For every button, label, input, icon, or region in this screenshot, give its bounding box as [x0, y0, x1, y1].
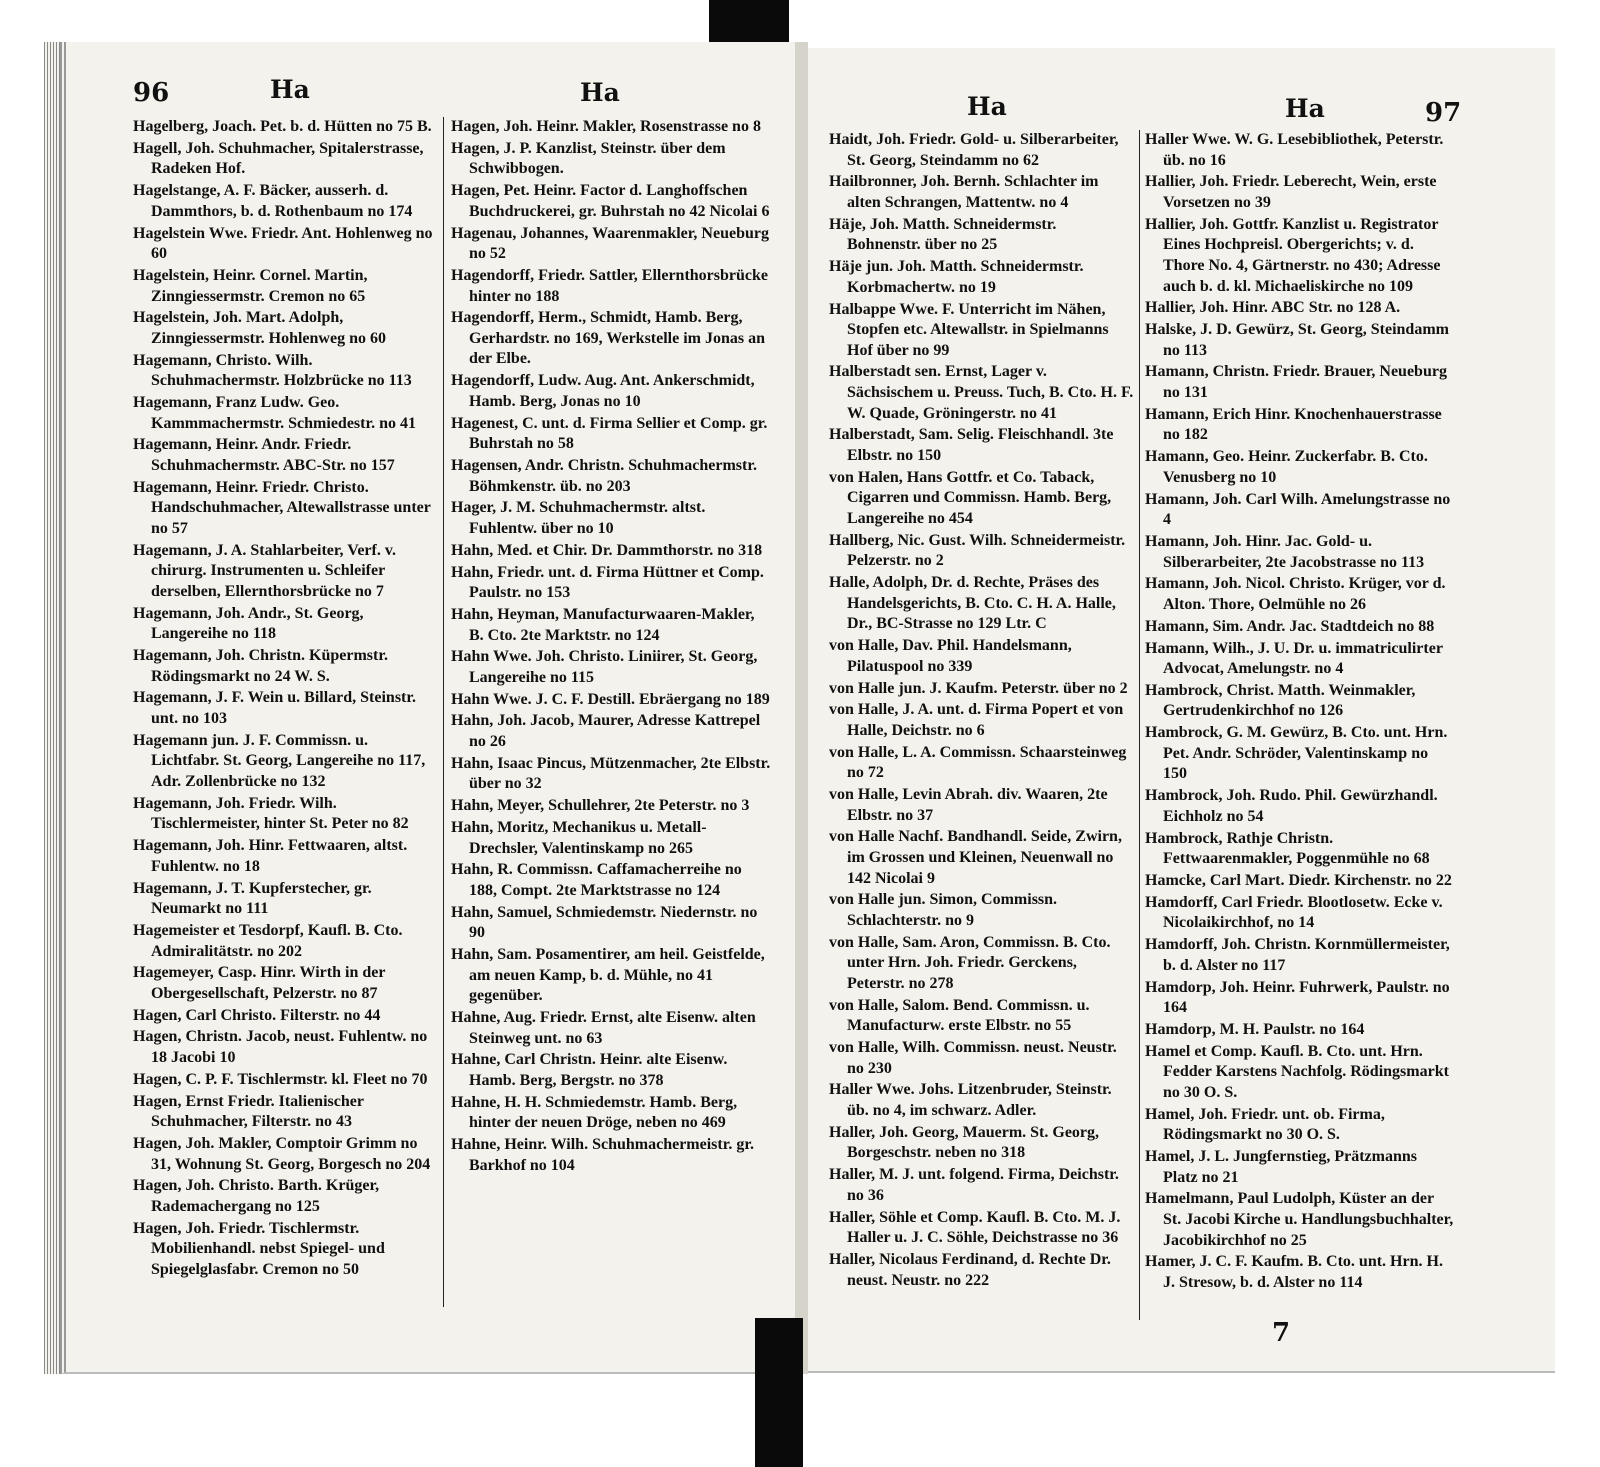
directory-entry: Hamann, Wilh., J. U. Dr. u. immatriculirter Advocat, Amelungstr. no 4 [1145, 639, 1443, 678]
directory-entry: Hagelstein Wwe. Friedr. Ant. Hohlenweg no 60 [133, 224, 433, 263]
directory-entry: Hahne, Heinr. Wilh. Schuhmachermeistr. gr. Barkhof no 104 [451, 1136, 754, 1174]
directory-entry: Hagen, Pet. Heinr. Factor d. Langhoffschen Buchdruckerei, gr. Buhrstah no 42 Nicolai 6 [451, 182, 770, 220]
directory-entry: Hamelmann, Paul Ludolph, Küster an der St. Jacobi Kirche u. Handlungsbuchhalter, Jacobikirchhof no 25 [1145, 1190, 1454, 1249]
column-rule-right-page [1139, 130, 1140, 1320]
directory-entry: Hamdorff, Joh. Christn. Kornmüllermeister, b. d. Alster no 117 [1145, 936, 1450, 974]
directory-entry: Hager, J. M. Schuhmachermstr. altst. Fuhlentw. über no 10 [451, 499, 706, 537]
directory-entry: Hamann, Joh. Carl Wilh. Amelungstrasse no 4 [1145, 490, 1451, 529]
directory-entry: Hahn, Samuel, Schmiedemstr. Niedernstr. no 90 [451, 903, 758, 942]
directory-entry: Hahne, H. H. Schmiedemstr. Hamb. Berg, hinter der neuen Dröge, neben no 469 [451, 1093, 738, 1132]
directory-entry: Halske, J. D. Gewürz, St. Georg, Steindamm no 113 [1145, 321, 1449, 359]
directory-entry: von Halen, Hans Gottfr. et Co. Taback, Cigarren und Commissn. Hamb. Berg, Langereihe no 454 [829, 468, 1112, 527]
directory-entry: Häje, Joh. Matth. Schneidermstr. Bohnenstr. über no 25 [829, 215, 1057, 254]
directory-entry: von Halle jun. J. Kaufm. Peterstr. über no 2 [829, 679, 1128, 697]
directory-entry: Hagell, Joh. Schuhmacher, Spitalerstrasse, Radeken Hof. [133, 139, 424, 178]
directory-entry: Hagen, Joh. Christo. Barth. Krüger, Rademachergang no 125 [133, 1177, 380, 1215]
directory-entry: Haller, M. J. unt. folgend. Firma, Deichstr. no 36 [829, 1166, 1119, 1204]
directory-entry: Hamann, Joh. Hinr. Jac. Gold- u. Silberarbeiter, 2te Jacobstrasse no 113 [1145, 532, 1425, 571]
directory-entry: Hagemeyer, Casp. Hinr. Wirth in der Obergesellschaft, Pelzerstr. no 87 [133, 964, 386, 1002]
directory-entry: Hallier, Joh. Friedr. Leberecht, Wein, erste Vorsetzen no 39 [1145, 173, 1437, 211]
directory-entry: von Halle, J. A. unt. d. Firma Popert et von Halle, Deichstr. no 6 [829, 701, 1124, 739]
directory-entry: Hagenest, C. unt. d. Firma Sellier et Comp. gr. Buhrstah no 58 [451, 414, 768, 453]
directory-entry: Hahn, Heyman, Manufacturwaaren-Makler, B. Cto. 2te Marktstr. no 124 [451, 605, 755, 644]
directory-entry: Häje jun. Joh. Matth. Schneidermstr. Korbmachertw. no 19 [829, 258, 1084, 296]
directory-entry: Halberstadt, Sam. Selig. Fleischhandl. 3te Elbstr. no 150 [829, 426, 1114, 465]
directory-entry: Hallberg, Nic. Gust. Wilh. Schneidermeistr. Pelzerstr. no 2 [829, 531, 1126, 570]
directory-entry: Hagelberg, Joach. Pet. b. d. Hütten no 75 B. [133, 118, 432, 135]
directory-entry: Haller, Nicolaus Ferdinand, d. Rechte Dr. neust. Neustr. no 222 [829, 1250, 1111, 1289]
directory-entry: Hahn, Isaac Pincus, Mützenmacher, 2te Elbstr. über no 32 [451, 754, 771, 793]
directory-entry: Hagemann, Joh. Friedr. Wilh. Tischlermeister, hinter St. Peter no 82 [133, 794, 409, 833]
directory-entry: Hagemann, Heinr. Friedr. Christo. Handschuhmacher, Altewallstrasse unter no 57 [133, 478, 431, 537]
directory-entry: Hagemeister et Tesdorpf, Kaufl. B. Cto. Admiralitätstr. no 202 [133, 921, 403, 960]
directory-entry: Hagendorff, Ludw. Aug. Ant. Ankerschmidt, Hamb. Berg, Jonas no 10 [451, 372, 755, 410]
directory-entry: Hahn, Moritz, Mechanikus u. Metall-Drechsler, Valentinskamp no 265 [451, 818, 707, 857]
directory-entry: Hallier, Joh. Hinr. ABC Str. no 128 A. [1145, 299, 1401, 317]
book-gutter [795, 42, 808, 1374]
directory-entry: Hagemann jun. J. F. Commissn. u. Lichtfabr. St. Georg, Langereihe no 117, Adr. Zollenbrücke no 132 [133, 731, 426, 791]
directory-entry: Haller, Joh. Georg, Mauerm. St. Georg, Borgeschstr. neben no 318 [829, 1123, 1100, 1162]
directory-entry: Hahn Wwe. J. C. F. Destill. Ebräergang no 189 [451, 690, 770, 708]
signature-mark: 7 [1272, 1318, 1291, 1348]
directory-entry: Hamann, Sim. Andr. Jac. Stadtdeich no 88 [1145, 617, 1435, 635]
directory-entry: Haller, Söhle et Comp. Kaufl. B. Cto. M. J. Haller u. J. C. Söhle, Deichstrasse no 36 [829, 1208, 1121, 1247]
directory-entry: Hambrock, Joh. Rudo. Phil. Gewürzhandl. Eichholz no 54 [1145, 787, 1438, 825]
directory-entry: Hahn, Med. et Chir. Dr. Dammthorstr. no 318 [451, 541, 763, 559]
directory-entry: Hamel, Joh. Friedr. unt. ob. Firma, Rödingsmarkt no 30 O. S. [1145, 1105, 1385, 1144]
directory-entry: Hallier, Joh. Gottfr. Kanzlist u. Registrator Eines Hochpreisl. Obergerichts; v. d. Thore No. 4, Gärtnerstr. no 430; Adresse auch b. d. kl. Michaeliskirche no 109 [1145, 215, 1441, 295]
directory-entry: von Halle, Dav. Phil. Handelsmann, Pilatuspool no 339 [829, 637, 1072, 675]
directory-entry: Hamcke, Carl Mart. Diedr. Kirchenstr. no 22 [1145, 871, 1452, 889]
directory-entry: Hagemann, Franz Ludw. Geo. Kammmachermstr. Schmiedestr. no 41 [133, 394, 417, 432]
directory-entry: Hagendorff, Herm., Schmidt, Hamb. Berg, Gerhardstr. no 169, Werkstelle im Jonas an der Elbe. [451, 309, 766, 368]
directory-entry: Hagelstein, Heinr. Cornel. Martin, Zinngiessermstr. Cremon no 65 [133, 266, 368, 305]
directory-entry: Hagen, Carl Christo. Filterstr. no 44 [133, 1006, 381, 1024]
directory-column-left-2 [451, 117, 771, 1178]
directory-entry: Hamel, J. L. Jungfernstieg, Prätzmanns Platz no 21 [1145, 1148, 1417, 1186]
page-number-left: 96 [133, 78, 170, 108]
directory-column-right-2 [1145, 130, 1455, 1295]
directory-entry: Hagemann, J. T. Kupferstecher, gr. Neumarkt no 111 [133, 879, 372, 918]
directory-entry: Hagen, C. P. F. Tischlermstr. kl. Fleet no 70 [133, 1070, 428, 1088]
directory-entry: Haller Wwe. Johs. Litzenbruder, Steinstr. üb. no 4, im schwarz. Adler. [829, 1081, 1112, 1120]
directory-entry: Hahn Wwe. Joh. Christo. Liniirer, St. Georg, Langereihe no 115 [451, 648, 758, 686]
directory-entry: Hahne, Aug. Friedr. Ernst, alte Eisenw. alten Steinweg unt. no 63 [451, 1009, 756, 1047]
directory-entry: von Halle jun. Simon, Commissn. Schlachterstr. no 9 [829, 891, 1058, 929]
directory-column-right-1 [829, 130, 1134, 1292]
directory-entry: von Halle Nachf. Bandhandl. Seide, Zwirn, im Grossen und Kleinen, Neuenwall no 142 Nicolai 9 [829, 828, 1122, 887]
directory-entry: Hahn, Joh. Jacob, Maurer, Adresse Kattrepel no 26 [451, 712, 761, 751]
directory-entry: von Halle, Sam. Aron, Commissn. B. Cto. unter Hrn. Joh. Friedr. Gerckens, Peterstr. no 278 [829, 933, 1111, 992]
directory-entry: Hamdorp, Joh. Heinr. Fuhrwerk, Paulstr. no 164 [1145, 978, 1450, 1017]
directory-entry: Hambrock, Christ. Matth. Weinmakler, Gertrudenkirchhof no 126 [1145, 681, 1416, 720]
directory-entry: Hagen, J. P. Kanzlist, Steinstr. über dem Schwibbogen. [451, 139, 726, 178]
directory-entry: Hagen, Ernst Friedr. Italienischer Schuhmacher, Filterstr. no 43 [133, 1092, 364, 1131]
directory-entry: Haidt, Joh. Friedr. Gold- u. Silberarbeiter, St. Georg, Steindamm no 62 [829, 131, 1119, 169]
directory-entry: Hagen, Joh. Friedr. Tischlermstr. Mobilienhandl. nebst Spiegel- und Spiegelglasfabr. Cremon no 50 [133, 1219, 385, 1278]
directory-entry: Hamann, Joh. Nicol. Christo. Krüger, vor d. Alton. Thore, Oelmühle no 26 [1145, 575, 1446, 613]
directory-entry: Hagelstange, A. F. Bäcker, ausserh. d. Dammthors, b. d. Rothenbaum no 174 [133, 182, 413, 220]
directory-entry: Hagen, Joh. Heinr. Makler, Rosenstrasse no 8 [451, 118, 761, 135]
directory-column-left-1 [133, 117, 440, 1282]
directory-entry: Hahn, Friedr. unt. d. Firma Hüttner et Comp. Paulstr. no 153 [451, 563, 764, 602]
directory-entry: Hagemann, Joh. Hinr. Fettwaaren, altst. Fuhlentw. no 18 [133, 837, 408, 875]
directory-entry: Hamann, Geo. Heinr. Zuckerfabr. B. Cto. Venusberg no 10 [1145, 448, 1428, 486]
directory-entry: Hahn, R. Commissn. Caffamacherreihe no 188, Compt. 2te Marktstrasse no 124 [451, 861, 742, 899]
directory-entry: Hamann, Erich Hinr. Knochenhauerstrasse no 182 [1145, 405, 1442, 444]
directory-entry: Hagen, Joh. Makler, Comptoir Grimm no 31, Wohnung St. Georg, Borgesch no 204 [133, 1135, 431, 1173]
directory-entry: Hambrock, Rathje Christn. Fettwaarenmakler, Poggenmühle no 68 [1145, 829, 1430, 868]
directory-entry: Halbappe Wwe. F. Unterricht im Nähen, Stopfen etc. Altewallstr. in Spielmanns Hof über no 99 [829, 300, 1109, 359]
page-number-right: 97 [1425, 98, 1462, 128]
directory-entry: von Halle, Salom. Bend. Commissn. u. Manufacturw. erste Elbstr. no 55 [829, 996, 1090, 1035]
directory-entry: Hagemann, Joh. Andr., St. Georg, Langereihe no 118 [133, 604, 364, 643]
directory-entry: Hagemann, Christo. Wilh. Schuhmachermstr. Holzbrücke no 113 [133, 351, 412, 390]
directory-entry: Hailbronner, Joh. Bernh. Schlachter im alten Schrangen, Mattentw. no 4 [829, 173, 1099, 211]
running-header-right-col1: Ha [967, 92, 1007, 121]
directory-entry: Hagensen, Andr. Christn. Schuhmachermstr. Böhmkenstr. üb. no 203 [451, 457, 757, 495]
directory-entry: Hamann, Christn. Friedr. Brauer, Neueburg no 131 [1145, 363, 1447, 402]
directory-entry: Hahne, Carl Christn. Heinr. alte Eisenw. Hamb. Berg, Bergstr. no 378 [451, 1051, 728, 1090]
directory-entry: Hamdorp, M. H. Paulstr. no 164 [1145, 1020, 1365, 1038]
directory-entry: Hamer, J. C. F. Kaufm. B. Cto. unt. Hrn. H. J. Stresow, b. d. Alster no 114 [1145, 1253, 1443, 1291]
running-header-right-col2: Ha [1285, 94, 1325, 123]
running-header-left-col1: Ha [270, 75, 310, 104]
directory-entry: Hagen, Christn. Jacob, neust. Fuhlentw. no 18 Jacobi 10 [133, 1028, 428, 1067]
directory-entry: Halle, Adolph, Dr. d. Rechte, Präses des Handelsgerichts, B. Cto. C. H. A. Halle, Dr., BC-Strasse no 129 Ltr. C [829, 574, 1116, 633]
directory-entry: Hamdorff, Carl Friedr. Blootlosetw. Ecke v. Nicolaikirchhof, no 14 [1145, 893, 1443, 932]
column-rule-left-page [443, 117, 444, 1307]
directory-entry: von Halle, L. A. Commissn. Schaarsteinweg no 72 [829, 743, 1127, 782]
directory-entry: Haller Wwe. W. G. Lesebibliothek, Peterstr. üb. no 16 [1145, 131, 1444, 169]
directory-entry: von Halle, Levin Abrah. div. Waaren, 2te Elbstr. no 37 [829, 786, 1108, 824]
directory-entry: Halberstadt sen. Ernst, Lager v. Sächsischem u. Preuss. Tuch, B. Cto. H. F. W. Quade, Gröningerstr. no 41 [829, 363, 1134, 422]
directory-entry: von Halle, Wilh. Commissn. neust. Neustr. no 230 [829, 1039, 1117, 1077]
directory-entry: Hagenau, Johannes, Waarenmakler, Neueburg no 52 [451, 224, 769, 263]
binding-strip-bottom [755, 1318, 803, 1467]
directory-entry: Hagemann, J. F. Wein u. Billard, Steinstr. unt. no 103 [133, 689, 417, 728]
directory-entry: Hagemann, Joh. Christn. Küpermstr. Rödingsmarkt no 24 W. S. [133, 647, 388, 685]
directory-entry: Hagendorff, Friedr. Sattler, Ellernthorsbrücke hinter no 188 [451, 266, 769, 305]
running-header-left-col2: Ha [580, 78, 620, 107]
directory-entry: Hamel et Comp. Kaufl. B. Cto. unt. Hrn. Fedder Karstens Nachfolg. Rödingsmarkt no 30 O. S. [1145, 1042, 1449, 1101]
directory-entry: Hagemann, Heinr. Andr. Friedr. Schuhmachermstr. ABC-Str. no 157 [133, 436, 395, 474]
directory-entry: Hagemann, J. A. Stahlarbeiter, Verf. v. chirurg. Instrumenten u. Schleifer derselben, Ellernthorsbrücke no 7 [133, 541, 396, 600]
directory-entry: Hagelstein, Joh. Mart. Adolph, Zinngiessermstr. Hohlenweg no 60 [133, 309, 386, 347]
directory-entry: Hahn, Sam. Posamentirer, am heil. Geistfelde, am neuen Kamp, b. d. Mühle, no 41 gegenüber. [451, 946, 765, 1005]
directory-entry: Hahn, Meyer, Schullehrer, 2te Peterstr. no 3 [451, 797, 750, 815]
directory-entry: Hambrock, G. M. Gewürz, B. Cto. unt. Hrn. Pet. Andr. Schröder, Valentinskamp no 150 [1145, 724, 1448, 783]
